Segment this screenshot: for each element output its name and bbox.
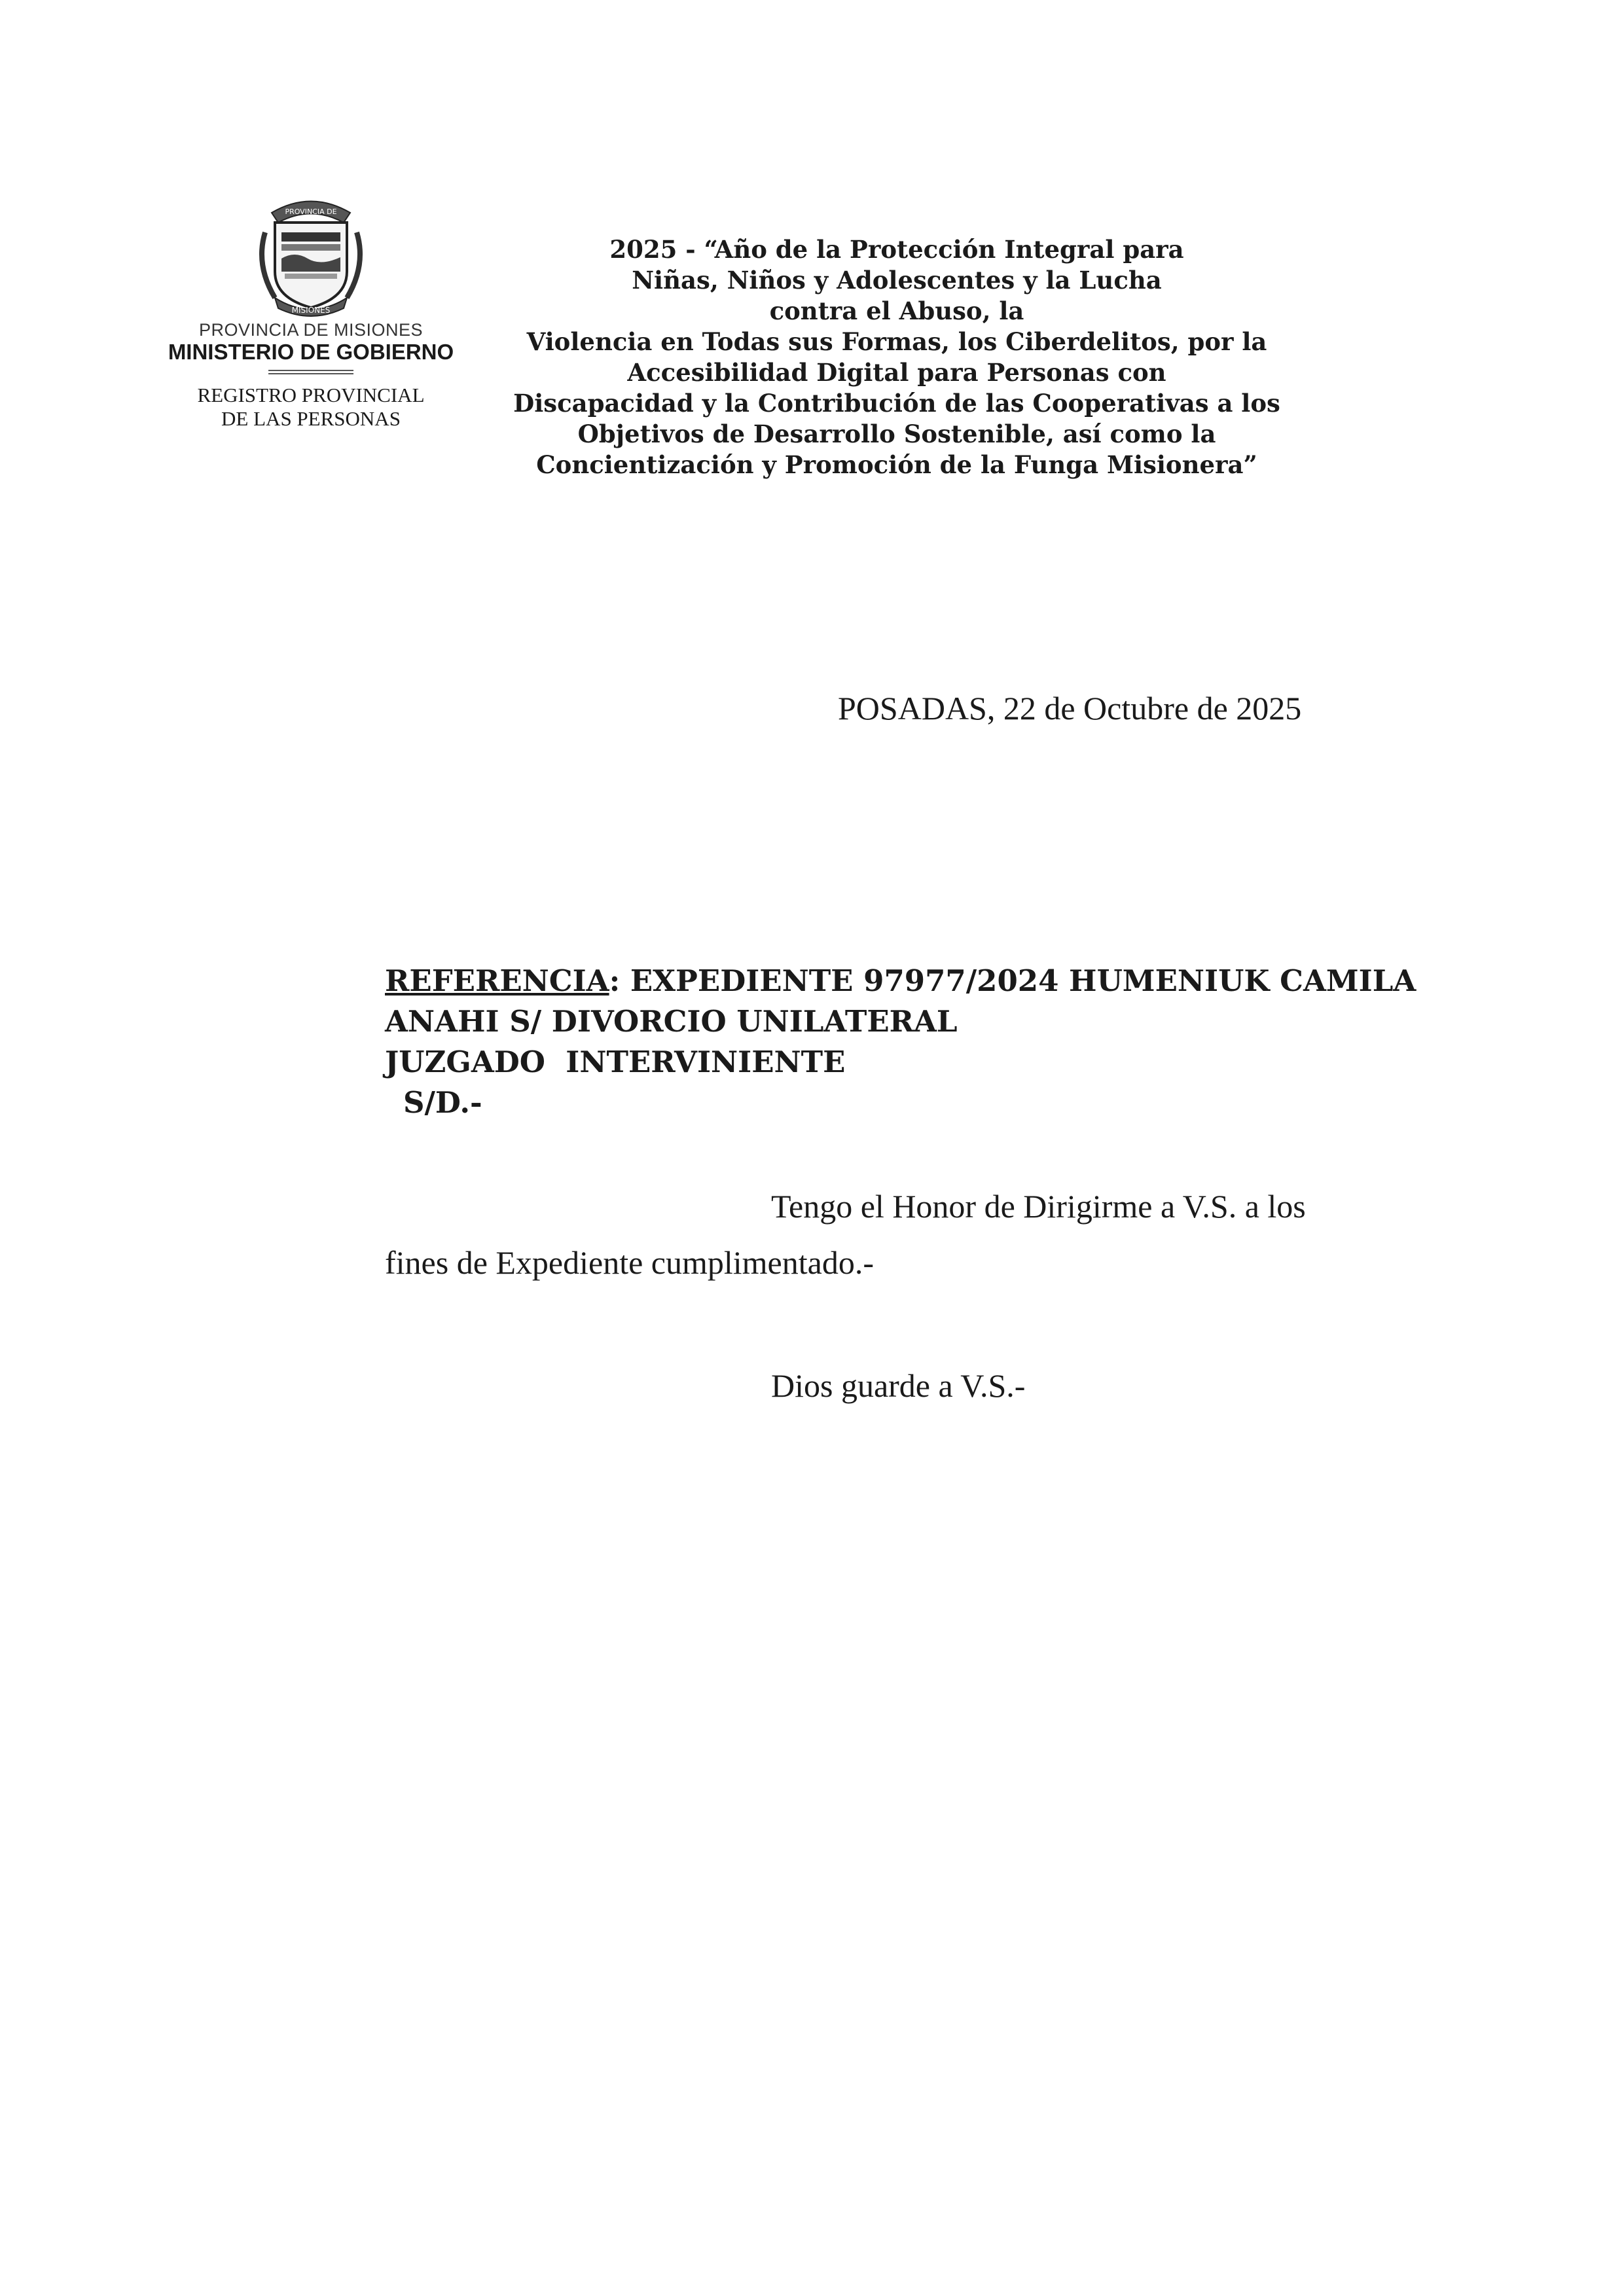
- reference-line-2: ANAHI S/ DIVORCIO UNILATERAL: [385, 1004, 958, 1039]
- ministry-name: MINISTERIO DE GOBIERNO: [168, 340, 454, 364]
- motto-line: Violencia en Todas sus Formas, los Ciberdelitos, por la: [526, 327, 1267, 356]
- motto-line: Discapacidad y la Contribución de las Cooperativas a los: [513, 389, 1280, 418]
- motto-line: contra el Abuso, la: [769, 296, 1024, 325]
- document-date: POSADAS, 22 de Octubre de 2025: [838, 690, 1302, 726]
- motto-line: Niñas, Niños y Adolescentes y la Lucha: [632, 266, 1162, 295]
- reference-line-1: [385, 961, 1458, 1001]
- year-motto-heading: [471, 234, 1322, 480]
- body-line-1: Tengo el Honor de Dirigirme a V.S. a los: [771, 1188, 1306, 1225]
- provincial-coat-of-arms-icon: [245, 193, 376, 317]
- reference-block: [385, 961, 1458, 1123]
- motto-line: Objetivos de Desarrollo Sostenible, así como la: [577, 420, 1216, 448]
- reference-label: REFERENCIA: [385, 963, 609, 998]
- registry-name: [157, 384, 465, 431]
- registry-line-2: DE LAS PERSONAS: [221, 407, 401, 430]
- reference-line-3: JUZGADO INTERVINIENTE: [385, 1045, 846, 1079]
- letterhead-logo-block: [157, 193, 465, 431]
- reference-expediente: : EXPEDIENTE 97977/2024 HUMENIUK CAMILA: [609, 963, 1416, 998]
- motto-line: 2025 - “Año de la Protección Integral para: [609, 235, 1184, 264]
- svg-text:PROVINCIA DE: PROVINCIA DE: [285, 207, 337, 216]
- motto-line: Accesibilidad Digital para Personas con: [627, 358, 1166, 387]
- registry-line-1: REGISTRO PROVINCIAL: [197, 384, 425, 406]
- svg-text:MISIONES: MISIONES: [291, 306, 331, 315]
- motto-line: Concientización y Promoción de la Funga Misionera”: [536, 450, 1257, 479]
- body-line-2: fines de Expediente cumplimentado.-: [385, 1244, 874, 1281]
- decorative-rule: [268, 370, 353, 374]
- province-name: PROVINCIA DE MISIONES: [198, 320, 424, 340]
- closing-salutation: Dios guarde a V.S.-: [771, 1367, 1026, 1404]
- reference-line-4: S/D.-: [403, 1085, 482, 1120]
- letter-body: [385, 1178, 1419, 1291]
